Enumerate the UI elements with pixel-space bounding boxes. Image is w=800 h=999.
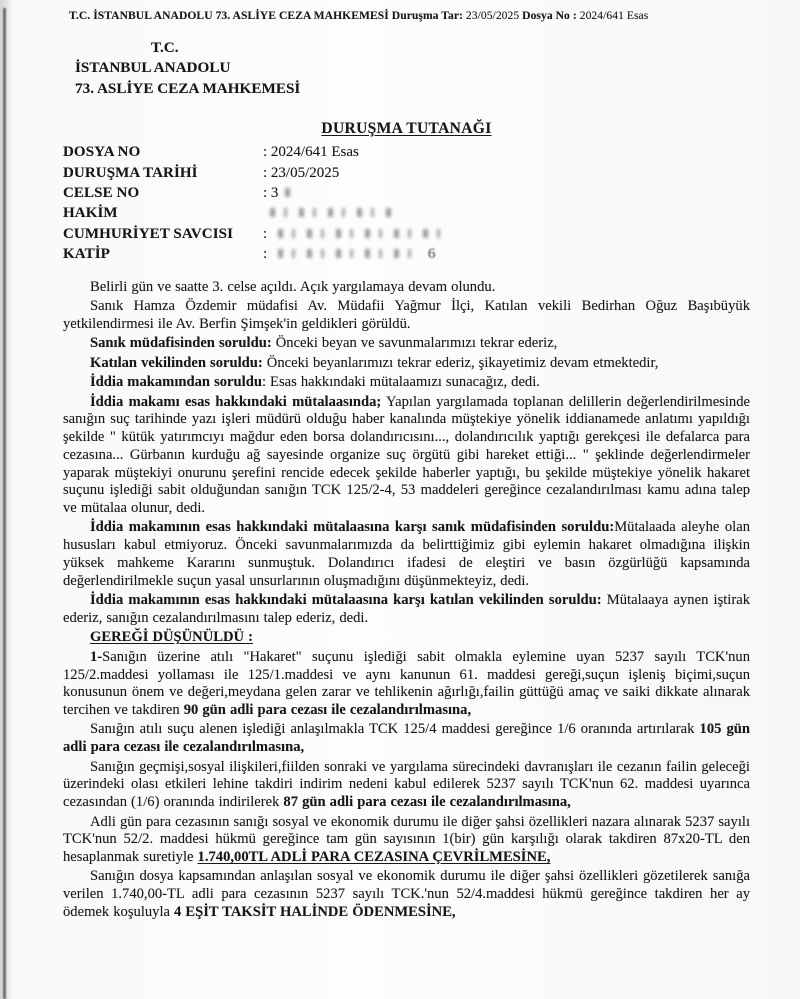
text-run: Önceki beyanlarımızı tekrar ederiz, şikayetimiz devam etmektedir, [262,354,659,371]
text-run: İddia makamının esas hakkındaki mütalaasına karşı katılan vekilinden soruldu: [90,592,602,609]
field-row [63,185,750,205]
text-run: Adli gün para cezasının sanığı sosyal ve ekonomik durumu ile diğer şahsi özellikleri nazara alınarak 5237 sayılı TCK'nun 52/2. maddesi hükmü gereğince tam gün sayısının 1(bir) gün karşılığı olarak takdiren 87x20-TL den hesaplanmak suretiyle [63,813,750,865]
redacted-smudge [278,249,414,258]
field-value [263,246,750,263]
field-value [263,185,750,202]
text-run: Sanığın geçmişi,sosyal ilişkileri,fiilden sonraki ve yargılama sürecindeki davranışları ile cezanın failin geleceği üzerindeki olası etkileri lehine takdiri indirim nedeni kabul edilerek 5237 sayılı TCK'nun 62. maddesi uyarınca cezasından (1/6) oranında indirilerek [63,758,750,811]
scan-edge-artifact-line [3,8,6,999]
paragraph [63,394,750,518]
paragraph [63,335,750,353]
court-header-tc: T.C. [151,39,179,56]
text-run: 87 gün adli para cezası ile cezalandırılmasına, [283,794,571,811]
field-label: DURUŞMA TARİHİ [63,164,198,181]
scan-edge-shading [0,0,12,999]
redacted-smudge [270,208,398,217]
paragraph [63,355,750,373]
paragraph [63,814,750,867]
paragraph [63,279,750,297]
paragraph [63,759,750,812]
text-run: 23/05/2025 [465,9,523,22]
page-content [63,0,750,923]
field-row [63,246,750,266]
text-run: Mütalaada aleyhe olan hususları kabul etmiyoruz. Önceki savunmalarımızda da belirttiğimiz gibi eylemin hakaret olmadığına ilişkin yüksek mahkeme Kararını sunmuştuk. Dolandırıcı ifadesi de eleştiri ve basın özgürlüğü kapsamında değerlendirilmekle suçun yasal unsurlarının oluşmadığını düşünmekteyiz, dedi. [63,519,750,589]
text-run: Önceki beyan ve savunmalarımızı tekrar ederiz, [271,335,558,352]
text-run: 1- [90,648,103,665]
text-run: Belirli gün ve saatte 3. celse açıldı. Açık yargılamaya devam olundu. [90,278,496,295]
text-run: Sanığın üzerine atılı "Hakaret" suçunu işlediği sabit olmakla eylemine uyan 5237 sayılı TCK'nun 125/2.maddesi yollaması ile 125/1.maddesi ve aynı kanunun 61. maddesi gereği,suçun işleniş biçimi,suçun konusunun önem ve değeri,meydana gelen zarar ve tehlikenin ağırlığı,failin güttüğü amaç ve saiki dikkate alınarak tercihen ve takdiren [63,648,750,718]
text-run: Sanığın atılı suçu alenen işlediği anlaşılmakla TCK 125/4 maddesi gereğince 1/6 oranında artırılarak [90,721,700,738]
redacted-smudge [285,188,295,197]
text-run: T.C. İSTANBUL ANADOLU 73. ASLİYE CEZA MAHKEMESİ Duruşma Tar: [69,9,466,22]
field-value [263,165,750,182]
text-run: 2024/641 Esas [579,9,649,22]
field-value-text: : 23/05/2025 [263,164,340,181]
faint-character: 6 [427,246,436,263]
paragraph [63,629,750,647]
field-label: CELSE NO [63,185,140,201]
paragraph [63,721,750,756]
field-row [63,205,750,225]
field-row [63,165,750,185]
text-run: Mütalaaya aynen iştirak ederiz, sanığın cezalandırılmasını talep ederiz, dedi. [63,592,750,626]
text-run: Sanık Hamza Özdemir müdafisi Av. Müdafii Yağmur İlçi, Katılan vekili Bedirhan Oğuz Başıbüyük yetkilendirmesi ile Av. Berfin Şimşek'in geldikleri görüldü. [63,298,750,332]
court-header-block [63,38,750,99]
redacted-smudge [278,229,450,238]
text-run: İddia makamının esas hakkındaki mütalaasına karşı sanık müdafisinden soruldu: [90,519,615,536]
text-run: Katılan vekilinden soruldu: [90,354,263,371]
court-header-city: İSTANBUL ANADOLU [75,59,231,77]
paragraph [63,298,750,333]
field-row [63,226,750,246]
document-title [63,120,750,138]
paragraph [63,374,750,392]
body-paragraphs [63,279,750,922]
text-run: Dosya No : [522,9,580,22]
text-run: İddia makamı esas hakkındaki mütalaasında; [90,393,382,410]
field-value-text: : 2024/641 Esas [263,144,359,161]
field-value [263,205,750,222]
document-title-text: DURUŞMA TUTANAĞI [321,120,492,138]
text-run: : Esas hakkındaki mütalaamızı sunacağız, dedi. [261,374,540,391]
document-top-header [63,9,750,23]
field-label: KATİP [63,246,110,263]
case-fields [63,144,750,266]
field-value [263,226,750,243]
text-run: Sanık müdafisinden soruldu: [90,335,272,352]
text-run: İddia makamından soruldu [90,374,262,391]
field-value [263,144,750,161]
field-value-text: : [263,225,271,242]
field-label: HAKİM [63,205,118,222]
text-run: 4 EŞİT TAKSİT HALİNDE ÖDENMESİNE, [174,903,456,920]
text-run: Yapılan yargılamada toplanan delillerin değerlendirilmesinde sanığın suç tarihinde yazı işleri müdürü olduğu haber kanalında müştekiye yönelik iddianamede anlatımı yapıldığı şekilde " kütük yatırımcıyı mağdur eden borsa dolandırıcısını..., dolandırıcılık yaptığı gerekçesi ile defalarca para cezasına... Gürbanın kurduğu ağ sayesinde organize suç örgütü gibi hareket ettiği... " şeklinde değerlendirmeler yaparak müştekiyi onurunu şerefini rencide edecek şekilde haberler yaptığı, bu şekilde müştekiye yönelik hakaret suçunu işlediği sabit olduğundan sanığın TCK 125/2-4, 53 maddeleri gereğince cezalandırılması kamu adına talep ve mütalaa olunur, dedi. [63,393,750,516]
text-run: 1.740,00TL ADLİ PARA CEZASINA ÇEVRİLMESİNE, [197,848,551,865]
text-run: Sanığın dosya kapsamından anlaşılan sosyal ve ekonomik durumu ile diğer şahsi özellikleri gözetilerek sanığa verilen 1.740,00-TL adli para cezasının 5237 sayılı TCK.'nun 52/4.maddesi hükmü gereğince takdiren her ay ödemek koşuluyla [63,868,750,920]
field-row [63,144,750,164]
paragraph [63,649,750,720]
paragraph [63,868,750,921]
court-header-court: 73. ASLİYE CEZA MAHKEMESİ [75,79,301,97]
field-label: CUMHURİYET SAVCISI [63,225,234,242]
paragraph [63,519,750,590]
field-value-text: : 3 [263,185,279,201]
text-run: 105 gün adli para cezası ile cezalandırılmasına, [63,721,751,756]
paragraph [63,592,750,627]
field-value-text: : [263,246,271,263]
text-run: GEREĞİ DÜŞÜNÜLDÜ : [90,629,253,646]
text-run: 90 gün adli para cezası ile cezalandırılmasına, [183,701,472,718]
field-label: DOSYA NO [63,144,141,161]
